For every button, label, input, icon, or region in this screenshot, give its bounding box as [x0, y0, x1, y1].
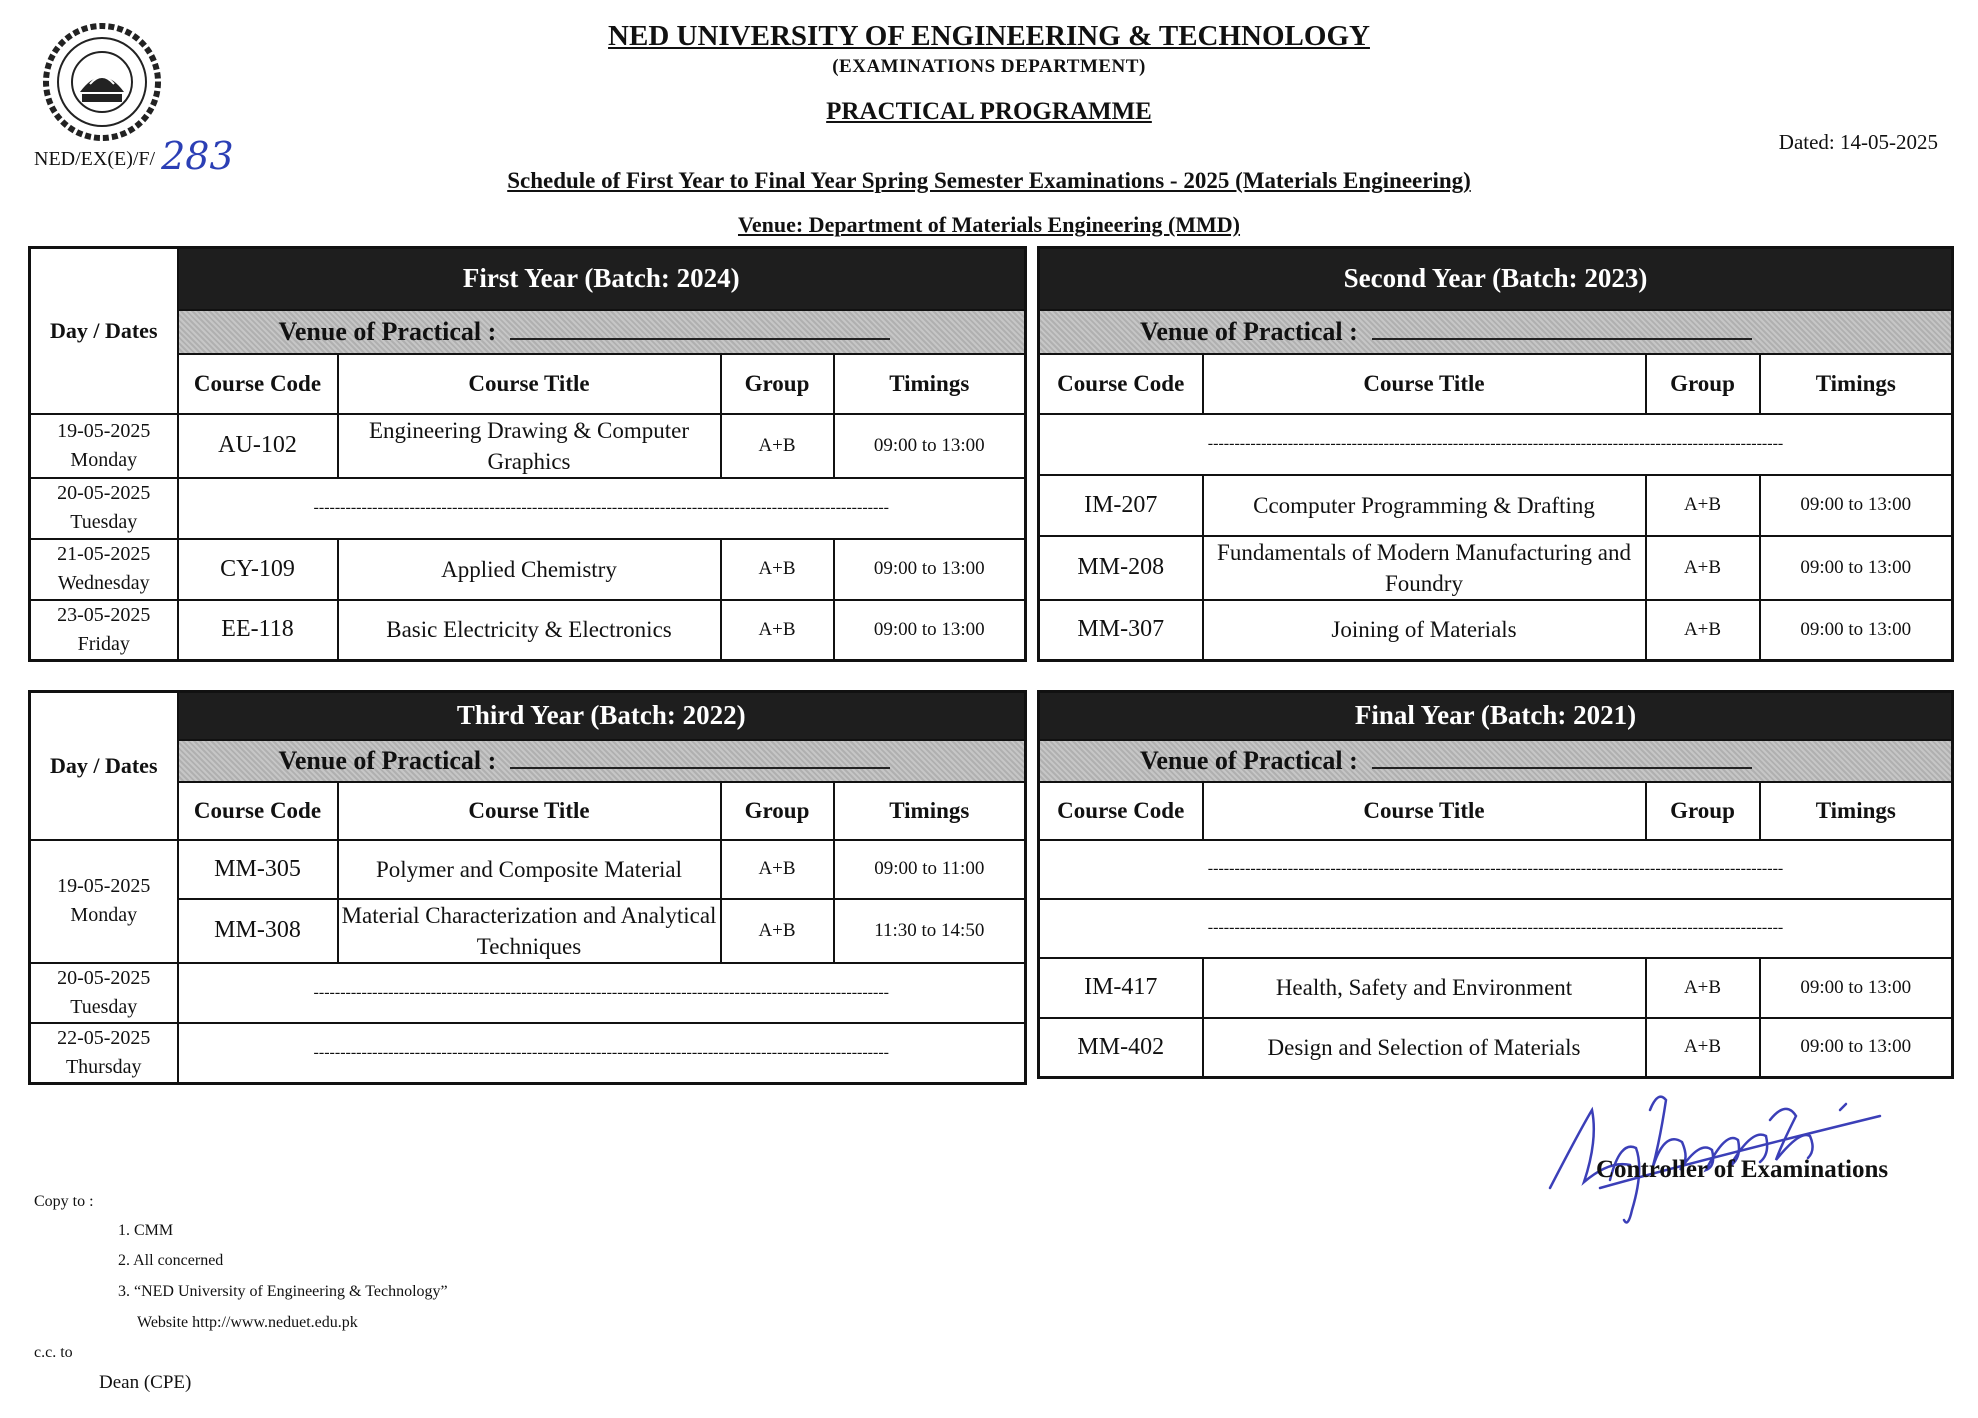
course-title: Basic Electricity & Electronics — [338, 600, 721, 661]
date-cell — [30, 539, 178, 600]
controller-of-examinations: Controller of Examinations — [1596, 1156, 1889, 1183]
course-code: MM-208 — [1039, 536, 1203, 600]
no-exam-dashes: ------------------------------------------------------------------------------------------------------------ — [178, 963, 1026, 1023]
course-title: Design and Selection of Materials — [1203, 1018, 1646, 1078]
copy-item: 1. CMM — [118, 1222, 174, 1239]
table-row — [30, 963, 1026, 1023]
course-title: Material Characterization and Analytical Techniques — [338, 899, 721, 963]
no-exam-dashes: ------------------------------------------------------------------------------------------------------------ — [1039, 414, 1953, 475]
weekday: Monday — [70, 904, 138, 926]
group: A+B — [721, 539, 834, 600]
timings: 09:00 to 13:00 — [834, 414, 1026, 478]
group: A+B — [721, 414, 834, 478]
table-row — [1039, 1018, 1953, 1078]
timings: 09:00 to 13:00 — [834, 600, 1026, 661]
date: 20-05-2025 — [57, 966, 151, 989]
copy-item: 2. All concerned — [118, 1252, 224, 1269]
date: 22-05-2025 — [57, 1026, 151, 1049]
group-header: Group — [1646, 354, 1760, 414]
course-title-header: Course Title — [338, 782, 721, 840]
date-cell — [30, 414, 178, 478]
venue-of-practical-row — [1039, 740, 1953, 782]
date: 23-05-2025 — [57, 603, 151, 626]
course-code-header: Course Code — [178, 782, 338, 840]
reference-prefix: NED/EX(E)/F/ — [34, 148, 156, 170]
day-dates-header: Day / Dates — [30, 248, 178, 414]
venue-of-practical-label: Venue of Practical : — [278, 316, 497, 346]
weekday: Wednesday — [57, 572, 150, 594]
no-exam-dashes: ------------------------------------------------------------------------------------------------------------ — [1039, 840, 1953, 899]
table-row — [1039, 840, 1953, 899]
course-code: AU-102 — [178, 414, 338, 478]
course-code-header: Course Code — [1039, 782, 1203, 840]
course-title-header: Course Title — [338, 354, 721, 414]
copy-to-label: Copy to : — [34, 1193, 94, 1210]
website-line: Website http://www.neduet.edu.pk — [137, 1314, 358, 1331]
date-cell — [30, 963, 178, 1023]
date-cell — [30, 840, 178, 963]
programme-title: PRACTICAL PROGRAMME — [826, 98, 1152, 125]
venue-blank-line — [1372, 318, 1752, 340]
table-row — [30, 539, 1026, 600]
second-year-table — [1037, 246, 1954, 662]
venue-of-practical-row — [178, 310, 1026, 354]
course-title: Ccomputer Programming & Drafting — [1203, 475, 1646, 536]
timings: 11:30 to 14:50 — [834, 899, 1026, 963]
course-title: Joining of Materials — [1203, 600, 1646, 661]
course-title: Engineering Drawing & Computer Graphics — [338, 414, 721, 478]
venue-of-practical-label: Venue of Practical : — [278, 745, 497, 775]
course-code: MM-307 — [1039, 600, 1203, 661]
course-title: Applied Chemistry — [338, 539, 721, 600]
course-title: Polymer and Composite Material — [338, 840, 721, 899]
first-year-title: First Year (Batch: 2024) — [178, 248, 1026, 310]
copy-item: 3. “NED University of Engineering & Technology” — [118, 1283, 448, 1300]
reference-handwritten-number: 283 — [161, 134, 234, 178]
venue-of-practical-row — [178, 740, 1026, 782]
weekday: Tuesday — [70, 511, 138, 533]
course-code: MM-308 — [178, 899, 338, 963]
no-exam-dashes: ------------------------------------------------------------------------------------------------------------ — [178, 478, 1026, 539]
third-year-title: Third Year (Batch: 2022) — [178, 692, 1026, 740]
timings: 09:00 to 11:00 — [834, 840, 1026, 899]
course-code-header: Course Code — [1039, 354, 1203, 414]
table-row — [30, 600, 1026, 661]
venue-of-practical-row — [1039, 310, 1953, 354]
timings-header: Timings — [834, 354, 1026, 414]
final-year-title: Final Year (Batch: 2021) — [1039, 692, 1953, 740]
handwritten-signature — [1540, 1070, 1900, 1230]
group: A+B — [1646, 536, 1760, 600]
no-exam-dashes: ------------------------------------------------------------------------------------------------------------ — [178, 1023, 1026, 1084]
group-header: Group — [1646, 782, 1760, 840]
timings: 09:00 to 13:00 — [1760, 536, 1953, 600]
group-header: Group — [721, 782, 834, 840]
group: A+B — [1646, 600, 1760, 661]
course-title: Health, Safety and Environment — [1203, 958, 1646, 1018]
second-year-title: Second Year (Batch: 2023) — [1039, 248, 1953, 310]
date: 20-05-2025 — [57, 482, 151, 504]
group: A+B — [721, 600, 834, 661]
day-dates-header: Day / Dates — [30, 692, 178, 840]
course-code: IM-207 — [1039, 475, 1203, 536]
cc-to-label: c.c. to — [34, 1344, 73, 1361]
table-row — [1039, 536, 1953, 600]
final-year-table — [1037, 690, 1954, 1079]
weekday: Monday — [70, 448, 138, 471]
group-header: Group — [721, 354, 834, 414]
group: A+B — [1646, 1018, 1760, 1078]
timings-header: Timings — [1760, 354, 1953, 414]
weekday: Tuesday — [70, 995, 138, 1018]
timings: 09:00 to 13:00 — [834, 539, 1026, 600]
course-code: MM-305 — [178, 840, 338, 899]
course-title: Fundamentals of Modern Manufacturing and Foundry — [1203, 536, 1646, 600]
schedule-title: Schedule of First Year to Final Year Spring Semester Examinations - 2025 (Materials Engineering) — [507, 168, 1471, 193]
table-row — [1039, 414, 1953, 475]
group: A+B — [721, 840, 834, 899]
timings-header: Timings — [834, 782, 1026, 840]
table-row — [30, 899, 1026, 963]
issue-date: Dated: 14-05-2025 — [1778, 130, 1938, 154]
table-row — [1039, 600, 1953, 661]
third-year-table — [28, 690, 1027, 1085]
table-row — [1039, 475, 1953, 536]
date: 19-05-2025 — [57, 875, 151, 897]
table-row — [30, 478, 1026, 539]
date-cell — [30, 1023, 178, 1084]
course-code: MM-402 — [1039, 1018, 1203, 1078]
weekday: Thursday — [65, 1055, 142, 1078]
university-name: NED UNIVERSITY OF ENGINEERING & TECHNOLOGY — [608, 20, 1370, 52]
date-cell — [30, 600, 178, 661]
group: A+B — [1646, 475, 1760, 536]
course-title-header: Course Title — [1203, 354, 1646, 414]
group: A+B — [721, 899, 834, 963]
table-row — [30, 1023, 1026, 1084]
course-title-header: Course Title — [1203, 782, 1646, 840]
venue-blank-line — [510, 747, 890, 769]
weekday: Friday — [77, 632, 130, 655]
venue-blank-line — [1372, 747, 1752, 769]
table-row — [1039, 958, 1953, 1018]
timings-header: Timings — [1760, 782, 1953, 840]
table-row — [1039, 899, 1953, 958]
timings: 09:00 to 13:00 — [1760, 958, 1953, 1018]
date-cell — [30, 478, 178, 539]
venue-of-practical-label: Venue of Practical : — [1140, 316, 1358, 346]
table-row — [30, 414, 1026, 478]
course-code-header: Course Code — [178, 354, 338, 414]
table-row — [30, 840, 1026, 899]
venue-blank-line — [510, 318, 890, 340]
timings: 09:00 to 13:00 — [1760, 600, 1953, 661]
date: 21-05-2025 — [57, 543, 151, 565]
course-code: IM-417 — [1039, 958, 1203, 1018]
cc-recipient: Dean (CPE) — [99, 1372, 192, 1393]
department-name: (EXAMINATIONS DEPARTMENT) — [832, 56, 1146, 77]
course-code: EE-118 — [178, 600, 338, 661]
course-code: CY-109 — [178, 539, 338, 600]
no-exam-dashes: ------------------------------------------------------------------------------------------------------------ — [1039, 899, 1953, 958]
timings: 09:00 to 13:00 — [1760, 475, 1953, 536]
group: A+B — [1646, 958, 1760, 1018]
venue-of-practical-label: Venue of Practical : — [1140, 745, 1358, 775]
timings: 09:00 to 13:00 — [1760, 1018, 1953, 1078]
first-year-table — [28, 246, 1027, 662]
venue-line: Venue: Department of Materials Engineering (MMD) — [737, 212, 1241, 237]
date: 19-05-2025 — [57, 419, 151, 442]
